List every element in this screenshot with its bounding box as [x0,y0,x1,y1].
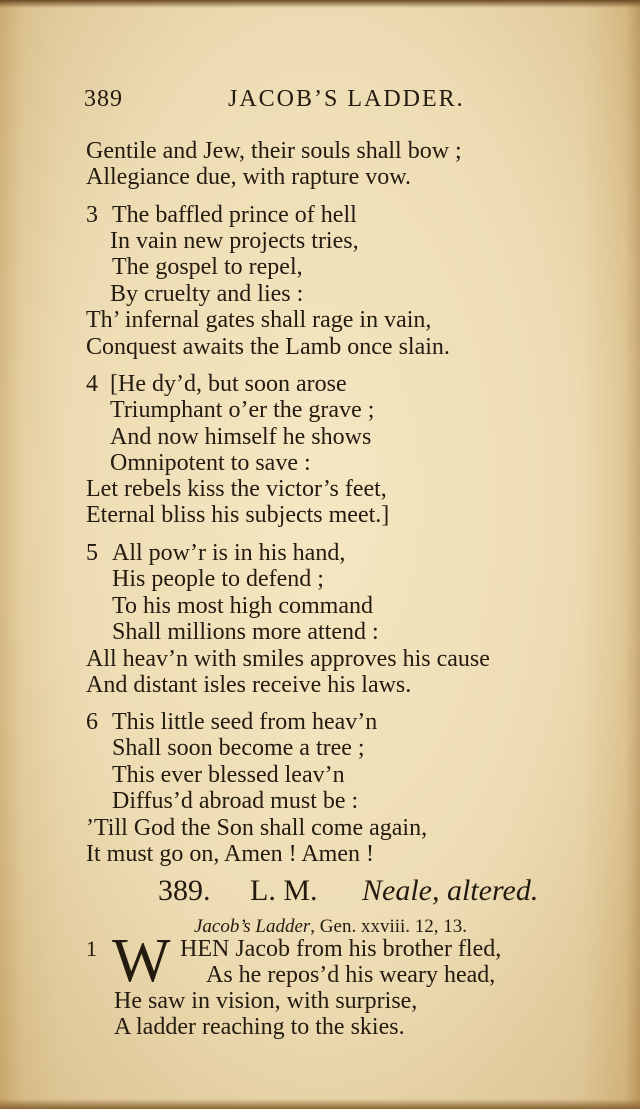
verse-line: The baffled prince of hell [112,202,357,228]
verse-line: All pow’r is in his hand, [112,540,346,566]
stanza-number: 5 [86,540,98,566]
verse-line: Triumphant o’er the grave ; [110,397,375,423]
verse-line: To his most high command [112,593,373,619]
reference-citation: , Gen. xxviii. 12, 13. [310,916,468,937]
verse-line: Shall millions more attend : [112,619,379,645]
stanza-number: 4 [86,371,98,397]
verse-line: This little seed from heav’n [112,709,378,735]
stanza-number: 6 [86,709,98,735]
verse-line: ’Till God the Son shall come again, [86,815,428,841]
verse-line: The gospel to repel, [112,254,303,280]
verse-line: HEN Jacob from his brother fled, [180,936,502,962]
verse-line: Conquest awaits the Lamb once slain. [86,334,450,360]
verse-line: As he repos’d his weary head, [206,962,496,988]
page-top-edge [0,0,640,8]
verse-line: Allegiance due, with rapture vow. [86,164,411,190]
running-title: JACOB’S LADDER. [228,86,465,112]
hymn-number: 389. [158,874,211,907]
verse-line: He saw in vision, with surprise, [114,988,418,1014]
verse-line: A ladder reaching to the skies. [114,1014,405,1040]
verse-line: [He dy’d, but soon arose [110,371,347,397]
drop-cap: W [112,927,171,995]
verse-line: It must go on, Amen ! Amen ! [86,841,374,867]
verse-line: Omnipotent to save : [110,450,311,476]
verse-line: And now himself he shows [110,424,372,450]
verse-line: Eternal bliss his subjects meet.] [86,502,390,528]
verse-line: In vain new projects tries, [110,228,359,254]
verse-line: His people to defend ; [112,566,324,592]
hymn-meter: L. M. [250,874,318,907]
reference-title: Jacob’s Ladder [194,916,311,937]
hymn-author: Neale, altered. [362,874,539,907]
verse-line: All heav’n with smiles approves his cause [86,646,490,672]
verse-line: Th’ infernal gates shall rage in vain, [86,307,432,333]
verse-line: This ever blessed leav’n [112,762,345,788]
verse-line: By cruelty and lies : [110,281,304,307]
verse-line: Let rebels kiss the victor’s feet, [86,476,387,502]
page-number: 389 [84,86,123,112]
verse-line: Gentile and Jew, their souls shall bow ; [86,138,462,164]
verse-line: Diffus’d abroad must be : [112,788,359,814]
stanza-number: 1 [86,936,97,961]
stanza-number: 3 [86,202,98,228]
page-bottom-edge [0,1099,640,1109]
verse-line: Shall soon become a tree ; [112,735,365,761]
verse-line: And distant isles receive his laws. [86,672,412,698]
